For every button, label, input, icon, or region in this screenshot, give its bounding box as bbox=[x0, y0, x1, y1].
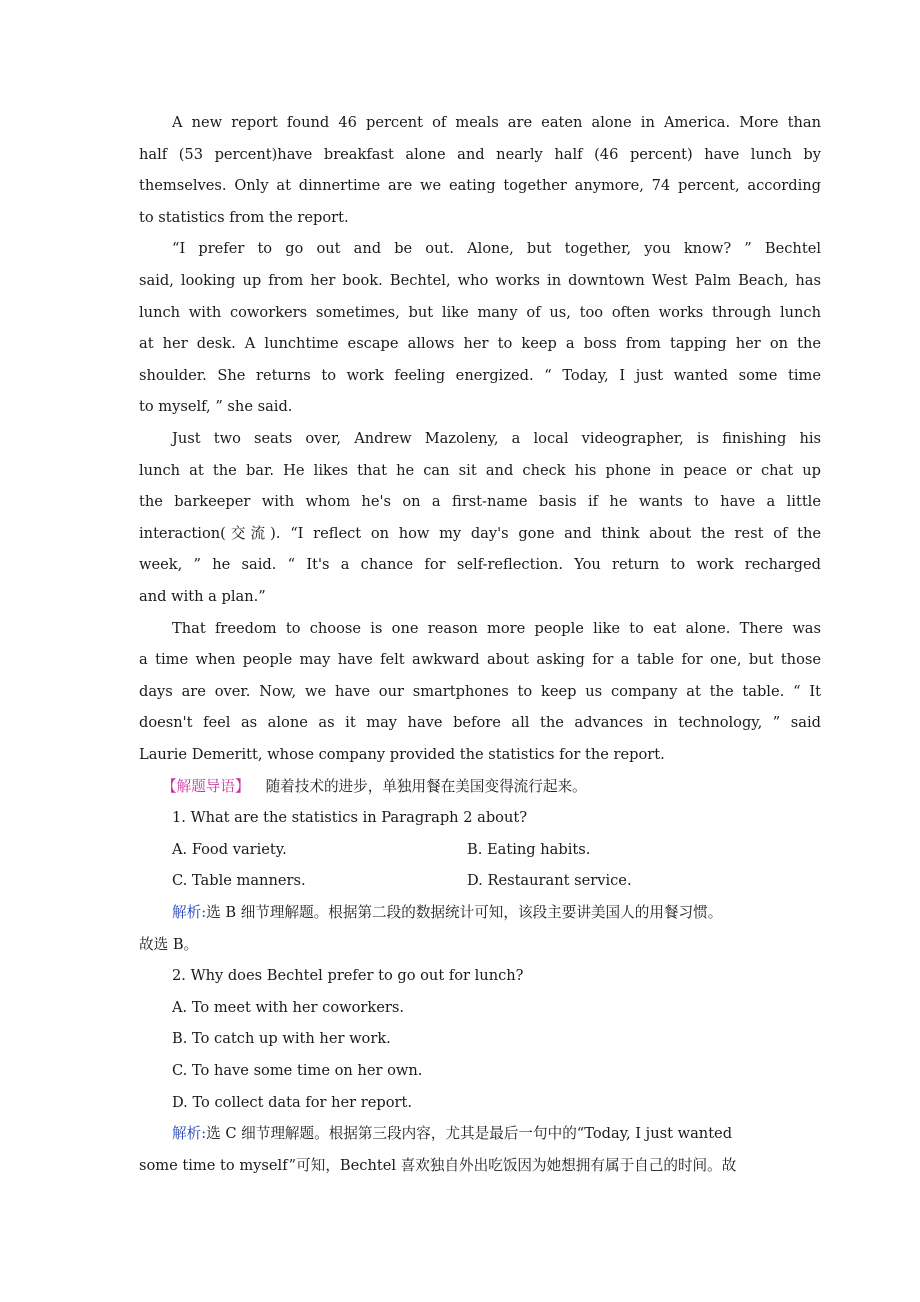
guide-text: 随着技术的进步，单独用餐在美国变得流行起来。 bbox=[265, 777, 587, 795]
option-c: C. Table manners. bbox=[172, 872, 306, 890]
passage-line: Just two seats over, Andrew Mazoleny, a local videographer, is finishing his bbox=[172, 430, 821, 447]
passage-line: A new report found 46 percent of meals are eaten alone in America. More than bbox=[172, 114, 821, 131]
passage-line: at her desk. A lunchtime escape allows her to keep a boss from tapping her on the bbox=[139, 335, 821, 353]
passage-line: days are over. Now, we have our smartphones to keep us company at the table. “ It bbox=[139, 682, 821, 700]
analysis-tag: 解析: bbox=[172, 904, 207, 921]
option-b: B. Eating habits. bbox=[467, 840, 591, 858]
passage-line: doesn't feel as alone as it may have before all the advances in technology, ” said bbox=[139, 714, 821, 732]
passage-line: and with a plan.” bbox=[139, 588, 266, 605]
analysis-tag: 解析: bbox=[172, 1125, 207, 1143]
passage-line: lunch at the bar. He likes that he can sit and check his phone in peace or chat up bbox=[139, 461, 821, 479]
passage-line: That freedom to choose is one reason more people like to eat alone. There was bbox=[172, 619, 821, 637]
passage-line: “I prefer to go out and be out. Alone, but together, you know? ” Bechtel bbox=[172, 240, 821, 258]
analysis-line: some time to myself”可知，Bechtel 喜欢独自外出吃饭因为她想拥有属于自己的时间。故 bbox=[139, 1156, 737, 1174]
option-a: A. Food variety. bbox=[172, 840, 287, 858]
option-c: C. To have some time on her own. bbox=[172, 1062, 423, 1079]
option-d: D. Restaurant service. bbox=[467, 872, 632, 890]
analysis-line: 故选 B。 bbox=[139, 935, 199, 953]
passage-line: to statistics from the report. bbox=[139, 208, 349, 226]
question-stem: 2. Why does Bechtel prefer to go out for lunch? bbox=[172, 967, 524, 985]
option-a: A. To meet with her coworkers. bbox=[172, 998, 404, 1016]
passage-line: shoulder. She returns to work feeling energized. “ Today, I just wanted some time bbox=[139, 366, 821, 384]
passage-line: said, looking up from her book. Bechtel, who works in downtown West Palm Beach, has bbox=[139, 272, 821, 289]
passage-line: a time when people may have felt awkward about asking for a table for one, but those bbox=[139, 651, 821, 669]
passage-line: week, ” he said. “ It's a chance for self-reflection. You return to work recharged bbox=[139, 556, 821, 574]
passage-line: themselves. Only at dinnertime are we eating together anymore, 74 percent, according bbox=[139, 177, 821, 195]
passage-line: Laurie Demeritt, whose company provided the statistics for the report. bbox=[139, 746, 665, 763]
passage-line: lunch with coworkers sometimes, but like many of us, too often works through lunch bbox=[139, 303, 821, 321]
guide-line bbox=[162, 771, 811, 803]
passage-line: the barkeeper with whom he's on a first-name basis if he wants to have a little bbox=[139, 493, 821, 511]
option-b: B. To catch up with her work. bbox=[172, 1030, 391, 1048]
passage-line: half (53 percent)have breakfast alone and nearly half (46 percent) have lunch by bbox=[139, 145, 821, 163]
question-stem: 1. What are the statistics in Paragraph 2 about? bbox=[172, 809, 528, 827]
option-d: D. To collect data for her report. bbox=[172, 1093, 413, 1111]
passage-line: interaction(交流). “I reflect on how my day's gone and think about the rest of the bbox=[139, 524, 821, 542]
analysis-text: 选 C 细节理解题。根据第三段内容，尤其是最后一句中的“Today, I just wanted bbox=[206, 1125, 733, 1143]
guide-tag: 【解题导语】 bbox=[162, 777, 250, 795]
analysis-text: 选 B 细节理解题。根据第二段的数据统计可知，该段主要讲美国人的用餐习惯。 bbox=[206, 904, 723, 921]
analysis-line bbox=[172, 1118, 821, 1150]
passage-line: to myself, ” she said. bbox=[139, 398, 293, 416]
analysis-line bbox=[172, 897, 821, 929]
